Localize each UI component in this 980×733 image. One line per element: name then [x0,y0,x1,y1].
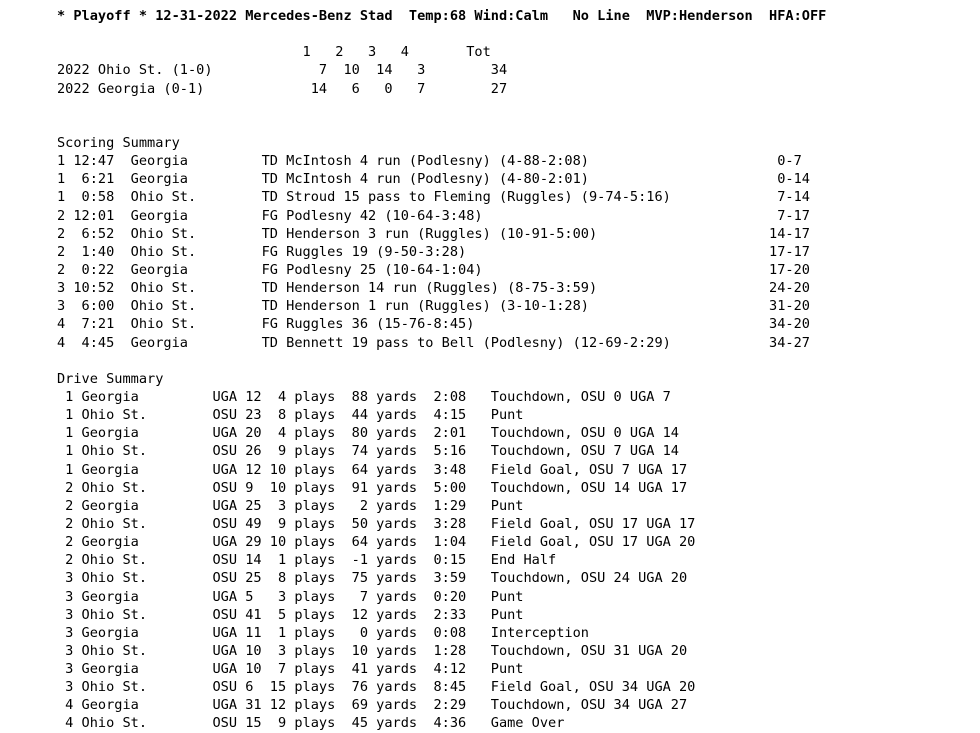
drive-row: 1 Ohio St. OSU 23 8 plays 44 yards 4:15 Punt [57,407,524,424]
scoring-row: 1 0:58 Ohio St. TD Stroud 15 pass to Fleming (Ruggles) (9-74-5:16) 7-14 [57,189,810,206]
linescore [57,43,826,97]
linescore-row-ohio-st: 2022 Ohio St. (1-0) 7 10 14 3 34 [57,62,508,79]
blank-line [57,352,826,370]
drive-row: 4 Ohio St. OSU 15 9 plays 45 yards 4:36 Game Over [57,715,565,732]
drive-row: 2 Ohio St. OSU 9 10 plays 91 yards 5:00 Touchdown, OSU 14 UGA 17 [57,479,688,496]
scoring-row: 1 12:47 Georgia TD McIntosh 4 run (Podlesny) (4-88-2:08) 0-7 [57,153,802,170]
scoring-row: 1 6:21 Georgia TD McIntosh 4 run (Podlesny) (4-80-2:01) 0-14 [57,171,810,188]
scoring-summary [57,134,826,352]
drive-row: 1 Georgia UGA 20 4 plays 80 yards 2:01 Touchdown, OSU 0 UGA 14 [57,425,679,442]
drive-row: 1 Georgia UGA 12 4 plays 88 yards 2:08 Touchdown, OSU 0 UGA 7 [57,388,671,405]
drive-summary [57,370,826,733]
blank-line [57,98,826,116]
section-title: Drive Summary [57,370,164,387]
drive-row: 3 Ohio St. OSU 25 8 plays 75 yards 3:59 Touchdown, OSU 24 UGA 20 [57,570,688,587]
scoring-row: 3 10:52 Ohio St. TD Henderson 14 run (Ruggles) (8-75-3:59) 24-20 [57,280,810,297]
drive-row: 2 Ohio St. OSU 49 9 plays 50 yards 3:28 Field Goal, OSU 17 UGA 17 [57,515,696,532]
drive-row: 2 Georgia UGA 29 10 plays 64 yards 1:04 Field Goal, OSU 17 UGA 20 [57,534,696,551]
scoring-row: 2 6:52 Ohio St. TD Henderson 3 run (Ruggles) (10-91-5:00) 14-17 [57,225,810,242]
scoring-row: 2 1:40 Ohio St. FG Ruggles 19 (9-50-3:28) 17-17 [57,243,810,260]
drive-row: 3 Ohio St. OSU 6 15 plays 76 yards 8:45 Field Goal, OSU 34 UGA 20 [57,679,696,696]
drive-row: 2 Ohio St. OSU 14 1 plays -1 yards 0:15 End Half [57,552,557,569]
drive-row: 3 Georgia UGA 5 3 plays 7 yards 0:20 Punt [57,588,524,605]
drive-row: 3 Ohio St. UGA 10 3 plays 10 yards 1:28 Touchdown, OSU 31 UGA 20 [57,642,688,659]
drive-row: 1 Georgia UGA 12 10 plays 64 yards 3:48 Field Goal, OSU 7 UGA 17 [57,461,688,478]
drive-row: 3 Georgia UGA 11 1 plays 0 yards 0:08 Interception [57,624,589,641]
linescore-row-georgia: 2022 Georgia (0-1) 14 6 0 7 27 [57,80,508,97]
scoring-row: 4 4:45 Georgia TD Bennett 19 pass to Bell (Podlesny) (12-69-2:29) 34-27 [57,334,810,351]
drive-row: 1 Ohio St. OSU 26 9 plays 74 yards 5:16 Touchdown, OSU 7 UGA 14 [57,443,679,460]
scoring-row: 2 0:22 Georgia FG Podlesny 25 (10-64-1:04) 17-20 [57,261,810,278]
blank-line [57,116,826,134]
scoring-row: 2 12:01 Georgia FG Podlesny 42 (10-64-3:48) 7-17 [57,207,810,224]
blank-line [57,25,826,43]
section-title: Scoring Summary [57,134,180,151]
game-header: * Playoff * 12-31-2022 Mercedes-Benz Stad Temp:68 Wind:Calm No Line MVP:Henderson HFA:OFF [57,8,827,24]
drive-row: 3 Georgia UGA 10 7 plays 41 yards 4:12 Punt [57,661,524,678]
scoring-row: 4 7:21 Ohio St. FG Ruggles 36 (15-76-8:45) 34-20 [57,316,810,333]
scoring-row: 3 6:00 Ohio St. TD Henderson 1 run (Ruggles) (3-10-1:28) 31-20 [57,298,810,315]
box-score-document [57,7,826,733]
drive-row: 2 Georgia UGA 25 3 plays 2 yards 1:29 Punt [57,497,524,514]
linescore-columns: 1 2 3 4 Tot [57,44,491,61]
drive-row: 3 Ohio St. OSU 41 5 plays 12 yards 2:33 Punt [57,606,524,623]
drive-row: 4 Georgia UGA 31 12 plays 69 yards 2:29 Touchdown, OSU 34 UGA 27 [57,697,688,714]
